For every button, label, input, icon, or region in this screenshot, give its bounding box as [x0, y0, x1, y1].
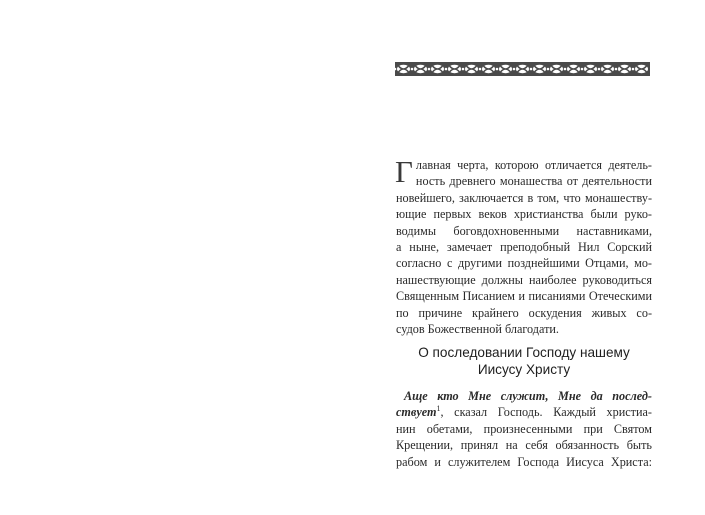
- scripture-quote: Аще кто Мне служит, Мне да послед-: [404, 389, 652, 403]
- scripture-quote: ствует: [396, 405, 437, 420]
- ornament-dot: [479, 68, 482, 71]
- text-fragment: , сказал Господь. Каждый христиа-: [440, 405, 652, 420]
- text-line: Священным Писанием и писаниями Отеческими: [396, 289, 652, 304]
- text-line: новейшего, заключается в том, что монашеству-: [396, 190, 652, 205]
- ornament-dot: [598, 68, 601, 71]
- section-paragraph: [396, 388, 652, 470]
- ornament-dot: [428, 68, 431, 71]
- ornament-dot: [513, 68, 516, 71]
- ornament-dot: [564, 68, 567, 71]
- text-line: [396, 404, 652, 420]
- text-line: ность древнего монашества от деятельности: [415, 174, 652, 189]
- ornament-dot: [411, 68, 414, 71]
- ornament-graphic: [395, 62, 650, 76]
- text-line: ющие первых веков христианства были руко-: [396, 207, 652, 222]
- text-line: Крещении, принял на себя обязанность быть: [396, 438, 652, 453]
- drop-cap: Г: [395, 154, 413, 189]
- text-line: нин обетами, произнесенными при Святом: [396, 421, 652, 436]
- intro-paragraph: [395, 154, 652, 337]
- ornament-dot: [462, 68, 465, 71]
- text-line: лавная черта, которою отличается деятель-: [415, 158, 652, 172]
- ornament-dot: [445, 68, 448, 71]
- ornament-dot: [581, 68, 584, 71]
- ornament-dot: [496, 68, 499, 71]
- text-line: по причине крайнего оскудения живых со-: [396, 305, 652, 320]
- ornament-dot: [547, 68, 550, 71]
- heading-line: Иисусу Христу: [477, 362, 571, 377]
- text-line: [396, 388, 652, 404]
- ornament-dot: [615, 68, 618, 71]
- heading-line: О последовании Господу нашему: [418, 345, 630, 360]
- text-line: а ныне, замечает преподобный Нил Сорский: [396, 240, 652, 255]
- footnote-mark[interactable]: 1: [436, 404, 441, 414]
- text-line: водимы боговдохновенными наставниками,: [396, 223, 652, 238]
- text-line: рабом и служителем Господа Иисуса Христа:: [396, 454, 652, 469]
- text-line: судов Божественной благодати.: [396, 322, 559, 337]
- section-heading: [396, 344, 652, 378]
- ornament-dot: [530, 68, 533, 71]
- braided-border-ornament-icon: [395, 62, 650, 76]
- text-line: нашествующие должны наиболее руководиться: [396, 272, 652, 287]
- ornament-dot: [632, 68, 635, 71]
- text-line: согласно с другими позднейшими Отцами, мо-: [396, 256, 652, 271]
